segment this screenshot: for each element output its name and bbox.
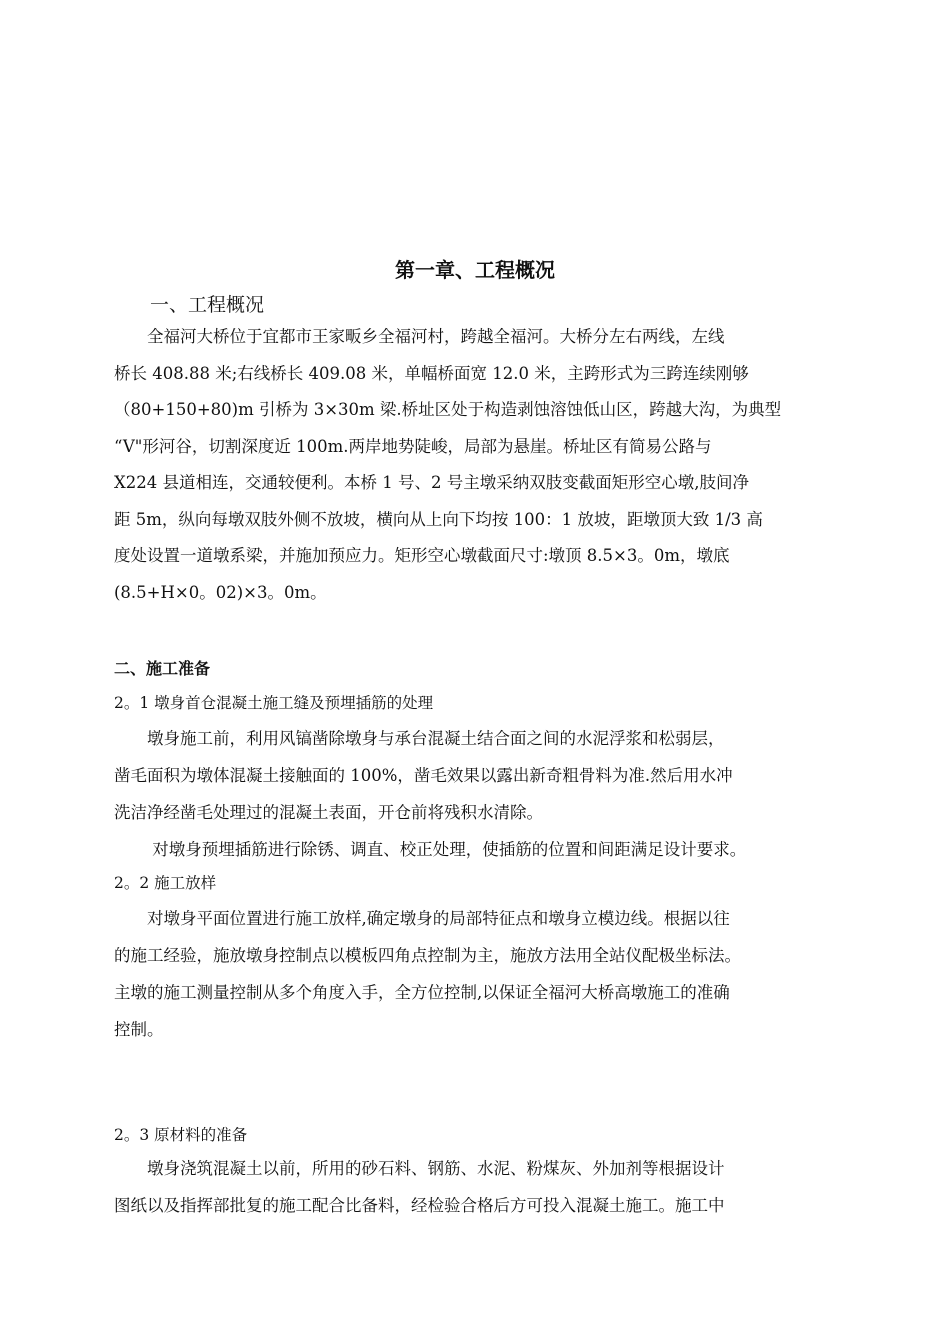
section1-heading: 一、工程概况 [150,294,265,316]
chapter-title: 第一章、工程概况 [395,258,555,282]
paragraph-line: 凿毛面积为墩体混凝土接触面的 100%，凿毛效果以露出新奇粗骨料为准.然后用水冲 [114,766,733,785]
paragraph-line: 距 5m，纵向每墩双肢外侧不放坡，横向从上向下均按 100：1 放坡，距墩顶大致 1/3 高 [114,509,763,529]
paragraph-line: 洗洁净经凿毛处理过的混凝土表面，开仓前将残积水清除。 [114,803,543,822]
subsection-2-3-title: 2。3 原材料的准备 [114,1126,248,1144]
paragraph-line: 对墩身平面位置进行施工放样,确定墩身的局部特征点和墩身立模边线。根据以往 [114,909,730,928]
paragraph-line: 对墩身预埋插筋进行除锈、调直、校正处理，使插筋的位置和间距满足设计要求。 [114,840,747,859]
subsection-2-2-title: 2。2 施工放样 [114,874,217,892]
paragraph-line: 全福河大桥位于宜都市王家畈乡全福河村，跨越全福河。大桥分左右两线，左线 [114,327,725,346]
paragraph-line: 桥长 408.88 米;右线桥长 409.08 米，单幅桥面宽 12.0 米，主跨形式为三跨连续刚够 [114,363,749,383]
paragraph-line: (8.5+H×0。02)×3。0m。 [114,582,327,602]
paragraph-line: （80+150+80)m 引桥为 3×30m 梁.桥址区处于构造剥蚀溶蚀低山区，跨越大沟，为典型 [114,400,782,419]
paragraph-line: “V"形河谷，切割深度近 100m.两岸地势陡峻，局部为悬崖。桥址区有简易公路与 [114,436,712,456]
subsection-2-2-paragraph [114,900,844,1048]
section1-paragraph [114,319,844,611]
paragraph-line: 控制。 [114,1020,164,1039]
subsection-2-1-title: 2。1 墩身首仓混凝土施工缝及预埋插筋的处理 [114,694,434,712]
paragraph-line: 的施工经验，施放墩身控制点以模板四角点控制为主，施放方法用全站仪配极坐标法。 [114,946,741,965]
subsection-2-1-paragraph [114,720,844,868]
paragraph-line: X224 县道相连，交通较便利。本桥 1 号、2 号主墩采纳双肢变截面矩形空心墩,肢间净 [114,473,749,492]
paragraph-line: 墩身浇筑混凝土以前，所用的砂石料、钢筋、水泥、粉煤灰、外加剂等根据设计 [114,1159,725,1178]
subsection-2-3-paragraph [114,1150,844,1224]
paragraph-line: 图纸以及指挥部批复的施工配合比备料，经检验合格后方可投入混凝土施工。施工中 [114,1196,725,1215]
paragraph-line: 度处设置一道墩系梁，并施加预应力。矩形空心墩截面尺寸:墩顶 8.5×3。0m，墩底 [114,546,730,565]
paragraph-line: 墩身施工前，利用风镐凿除墩身与承台混凝土结合面之间的水泥浮浆和松弱层， [114,729,725,748]
paragraph-line: 主墩的施工测量控制从多个角度入手，全方位控制,以保证全福河大桥高墩施工的准确 [114,983,730,1002]
section2-heading: 二、施工准备 [114,659,211,678]
